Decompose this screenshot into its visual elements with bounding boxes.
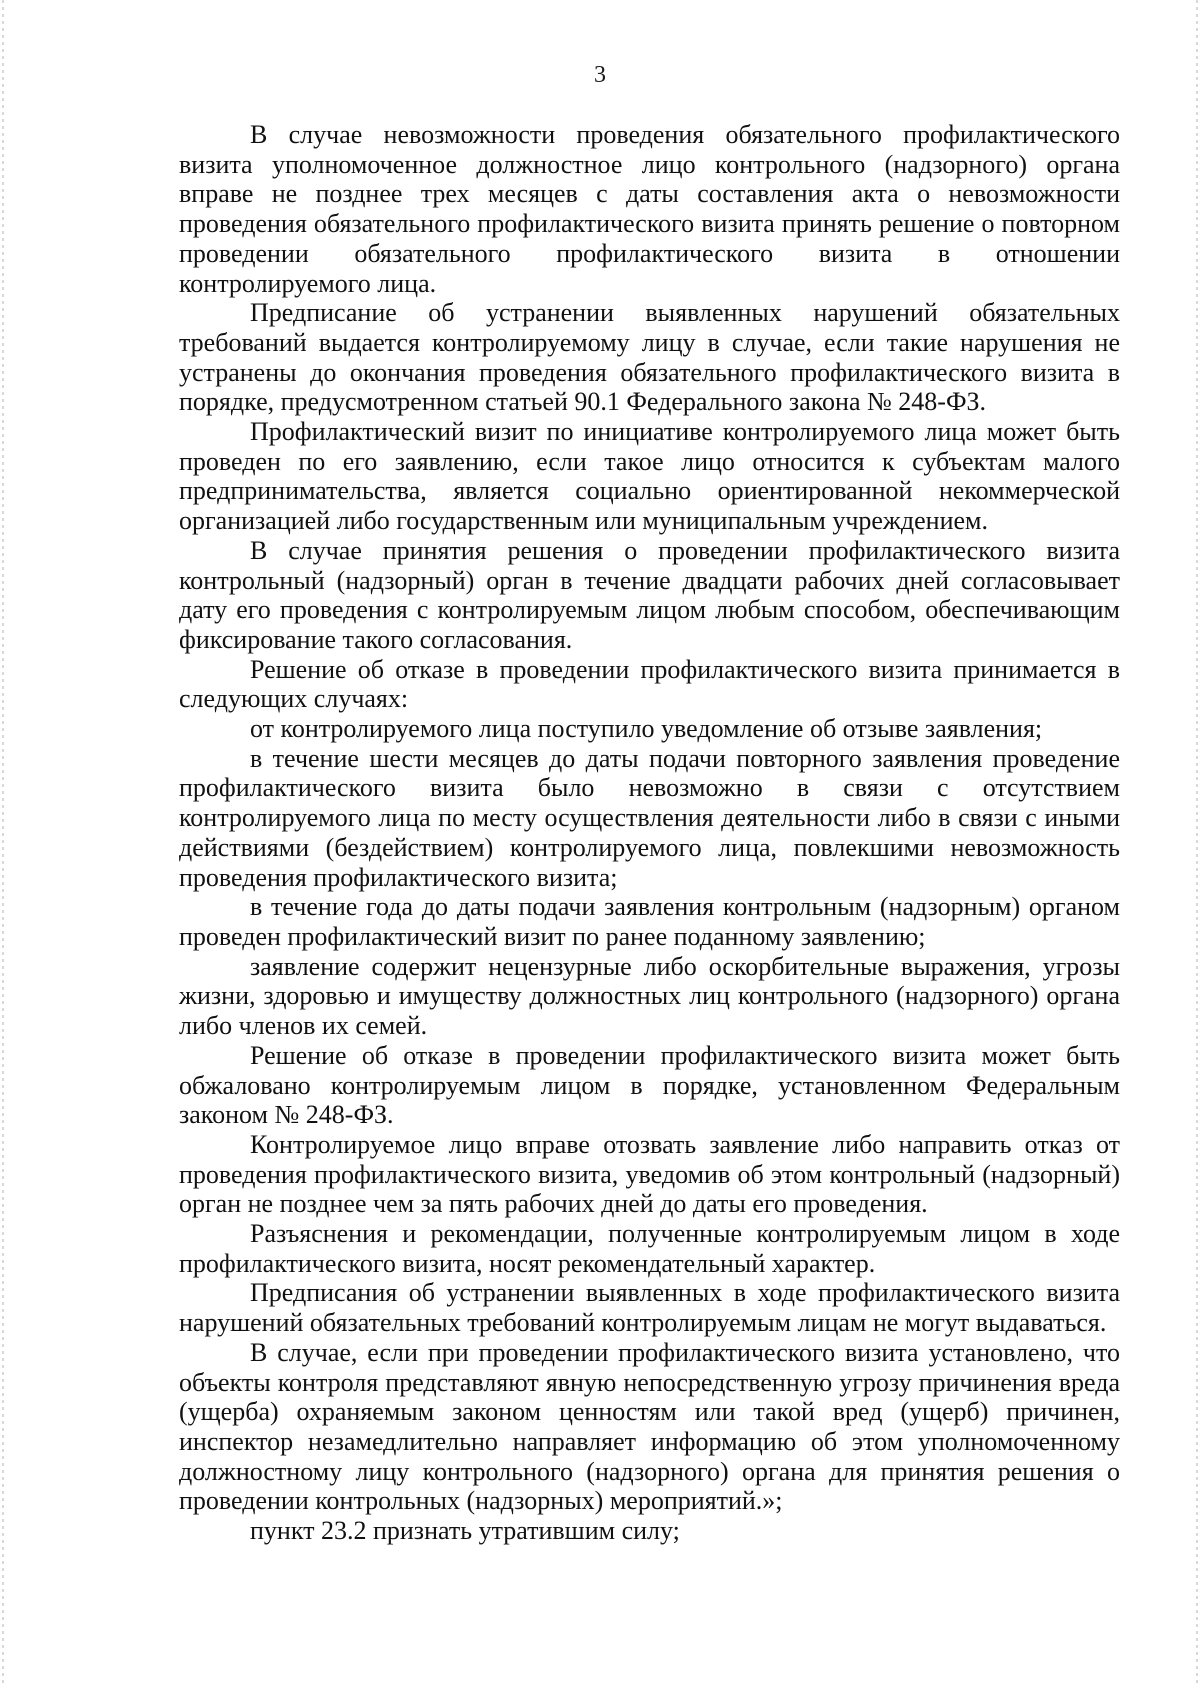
paragraph: Решение об отказе в проведении профилактического визита может быть обжаловано контролируемым лицом в порядке, установленном Федеральным законом № 248-ФЗ. (179, 1040, 1120, 1130)
paragraph: Профилактический визит по инициативе контролируемого лица может быть проведен по его заявлению, если такое лицо относится к субъектам малого предпринимательства, является социально ориентированной некоммерческой организацией либо государственным или муниципальным учреждением. (179, 417, 1120, 536)
paragraph: В случае невозможности проведения обязательного профилактического визита уполномоченное должностное лицо контрольного (надзорного) органа вправе не позднее трех месяцев с даты составления акта о невозможности проведения обязательного профилактического визита принять решение о повторном проведении обязательного профилактического визита в отношении контролируемого лица. (179, 120, 1120, 298)
paragraph: пункт 23.2 признать утратившим силу; (250, 1516, 680, 1546)
paragraph: Предписания об устранении выявленных в ходе профилактического визита нарушений обязательных требований контролируемым лицам не могут выдаваться. (179, 1278, 1120, 1338)
page-number: 3 (594, 62, 606, 88)
paragraph: Контролируемое лицо вправе отозвать заявление либо направить отказ от проведения профилактического визита, уведомив об этом контрольный (надзорный) орган не позднее чем за пять рабочих дней до даты его проведения. (179, 1129, 1120, 1219)
document-body (179, 120, 1120, 1546)
list-item: в течение шести месяцев до даты подачи повторного заявления проведение профилактического визита было невозможно в связи с отсутствием контролируемого лица по месту осуществления деятельности либо в связи с иными действиями (бездействием) контролируемого лица, повлекшими невозможность проведения профилактического визита; (179, 743, 1120, 892)
paragraph: Предписание об устранении выявленных нарушений обязательных требований выдается контролируемому лицу в случае, если такие нарушения не устранены до окончания проведения обязательного профилактического визита в порядке, предусмотренном статьей 90.1 Федерального закона № 248-ФЗ. (179, 298, 1120, 417)
scan-edge-left (2, 0, 4, 1686)
list-item: от контролируемого лица поступило уведомление об отзыве заявления; (250, 714, 1043, 744)
paragraph: В случае принятия решения о проведении профилактического визита контрольный (надзорный) орган в течение двадцати рабочих дней согласовывает дату его проведения с контролируемым лицом любым способом, обеспечивающим фиксирование такого согласования. (179, 535, 1120, 654)
paragraph: Решение об отказе в проведении профилактического визита принимается в следующих случаях: (179, 654, 1120, 714)
scan-edge-right (1196, 0, 1198, 1686)
paragraph: Разъяснения и рекомендации, полученные контролируемым лицом в ходе профилактического визита, носят рекомендательный характер. (179, 1219, 1120, 1278)
paragraph: В случае, если при проведении профилактического визита установлено, что объекты контроля представляют явную непосредственную угрозу причинения вреда (ущерба) охраняемым законом ценностям или такой вред (ущерб) причинен, инспектор незамедлительно направляет информацию об этом уполномоченному должностному лицу контрольного (надзорного) органа для принятия решения о проведении контрольных (надзорных) мероприятий.»; (179, 1337, 1120, 1516)
list-item: заявление содержит нецензурные либо оскорбительные выражения, угрозы жизни, здоровью и имуществу должностных лиц контрольного (надзорного) органа либо членов их семей. (179, 951, 1120, 1041)
list-item: в течение года до даты подачи заявления контрольным (надзорным) органом проведен профилактический визит по ранее поданному заявлению; (179, 892, 1120, 951)
